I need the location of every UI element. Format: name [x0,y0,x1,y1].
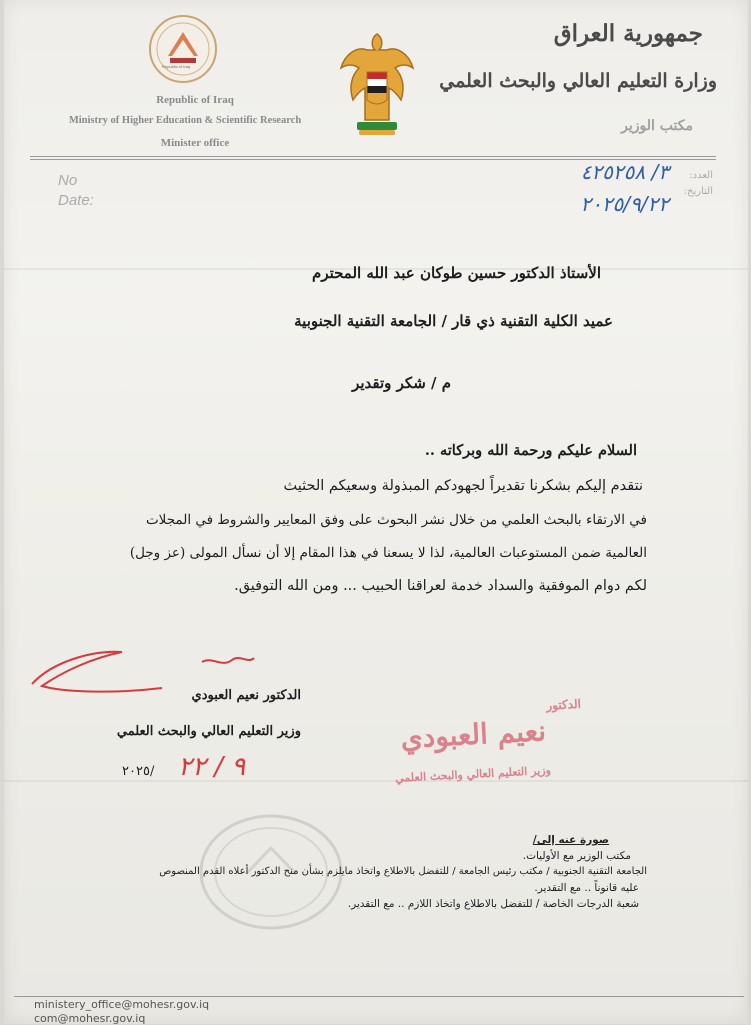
footer-email-2: com@mohesr.gov.iq [34,1012,146,1025]
handwritten-signature-date: ٩ / ٢٢ [178,752,246,782]
republic-en: Republic of Iraq [156,94,234,106]
iraq-eagle-emblem [337,28,417,140]
office-ar: مكتب الوزير [621,118,693,134]
footer-divider [14,996,744,997]
date-label-ar: التاريخ: [683,186,713,197]
signatory-title: وزير التعليم العالي والبحث العلمي [116,724,301,739]
body-line-1: نتقدم إليكم بشكرنا تقديراً لجهودكم المبذولة وسعيكم الحثيث [283,478,643,494]
footer-email-1: ministery_office@mohesr.gov.iq [34,998,210,1011]
stamp-title: الدكتور [545,696,582,713]
body-line-3: العالمية ضمن المستوعبات العالمية، لذا لا يسعنا في هذا المقام إلا أن نسأل المولى (عز وجل) [129,545,647,561]
copies-item-2: الجامعة التقنية الجنوبية / مكتب رئيس الجامعة / للتفضل بالاطلاع واتخاذ مايلزم بشأن منح الدكتور أعلاه القدم المنصوص [159,866,647,877]
ministry-logo [148,14,218,84]
ministry-en: Ministry of Higher Education & Scientific Research [68,115,302,126]
signature-year: ٢٠٢٥/ [122,764,155,779]
body-line-2: في الارتقاء بالبحث العلمي من خلال نشر البحوث على وفق المعايير والشروط في المجلات [145,512,647,528]
handwritten-date: ٢٠٢٥/٩/٢٢ [580,192,669,216]
no-label: No [58,172,78,189]
republic-ar: جمهورية العراق [553,20,703,47]
ministry-ar: وزارة التعليم العالي والبحث العلمي [439,70,717,92]
body-line-4: لكم دوام الموفقية والسداد خدمة لعراقنا الحبيب ... ومن الله التوفيق. [234,578,647,594]
stamp-name: نعيم العبودي [399,714,547,755]
signatory-name: الدكتور نعيم العبودي [191,688,301,703]
copies-item-1: مكتب الوزير مع الأوليات. [522,850,631,862]
logo-caption: Republic of Iraq [162,64,191,69]
greeting: السلام عليكم ورحمة الله وبركاته .. [424,442,637,459]
no-label-ar: العدد: [689,170,713,181]
copies-item-4: شعبة الدرجات الخاصة / للتفضل بالاطلاع واتخاذ اللازم .. مع التقدير. [347,898,639,910]
recipient-line-2: عميد الكلية التقنية ذي قار / الجامعة التقنية الجنوبية [294,312,613,330]
handwritten-number: ٣/ ٤٢٥٢٥٨ [580,160,669,184]
copies-heading: صورة عنه إلى/ [532,834,609,846]
office-en: Minister office [160,137,230,149]
copies-item-3: عليه قانوناً .. مع التقدير. [534,882,639,894]
header-divider [30,156,716,157]
date-label: Date: [58,192,94,209]
recipient-line-1: الأستاذ الدكتور حسين طوكان عبد الله المحترم [312,264,601,282]
stamp-position: وزير التعليم العالي والبحث العلمي [394,763,552,785]
subject-line: م / شكر وتقدير [352,374,451,392]
